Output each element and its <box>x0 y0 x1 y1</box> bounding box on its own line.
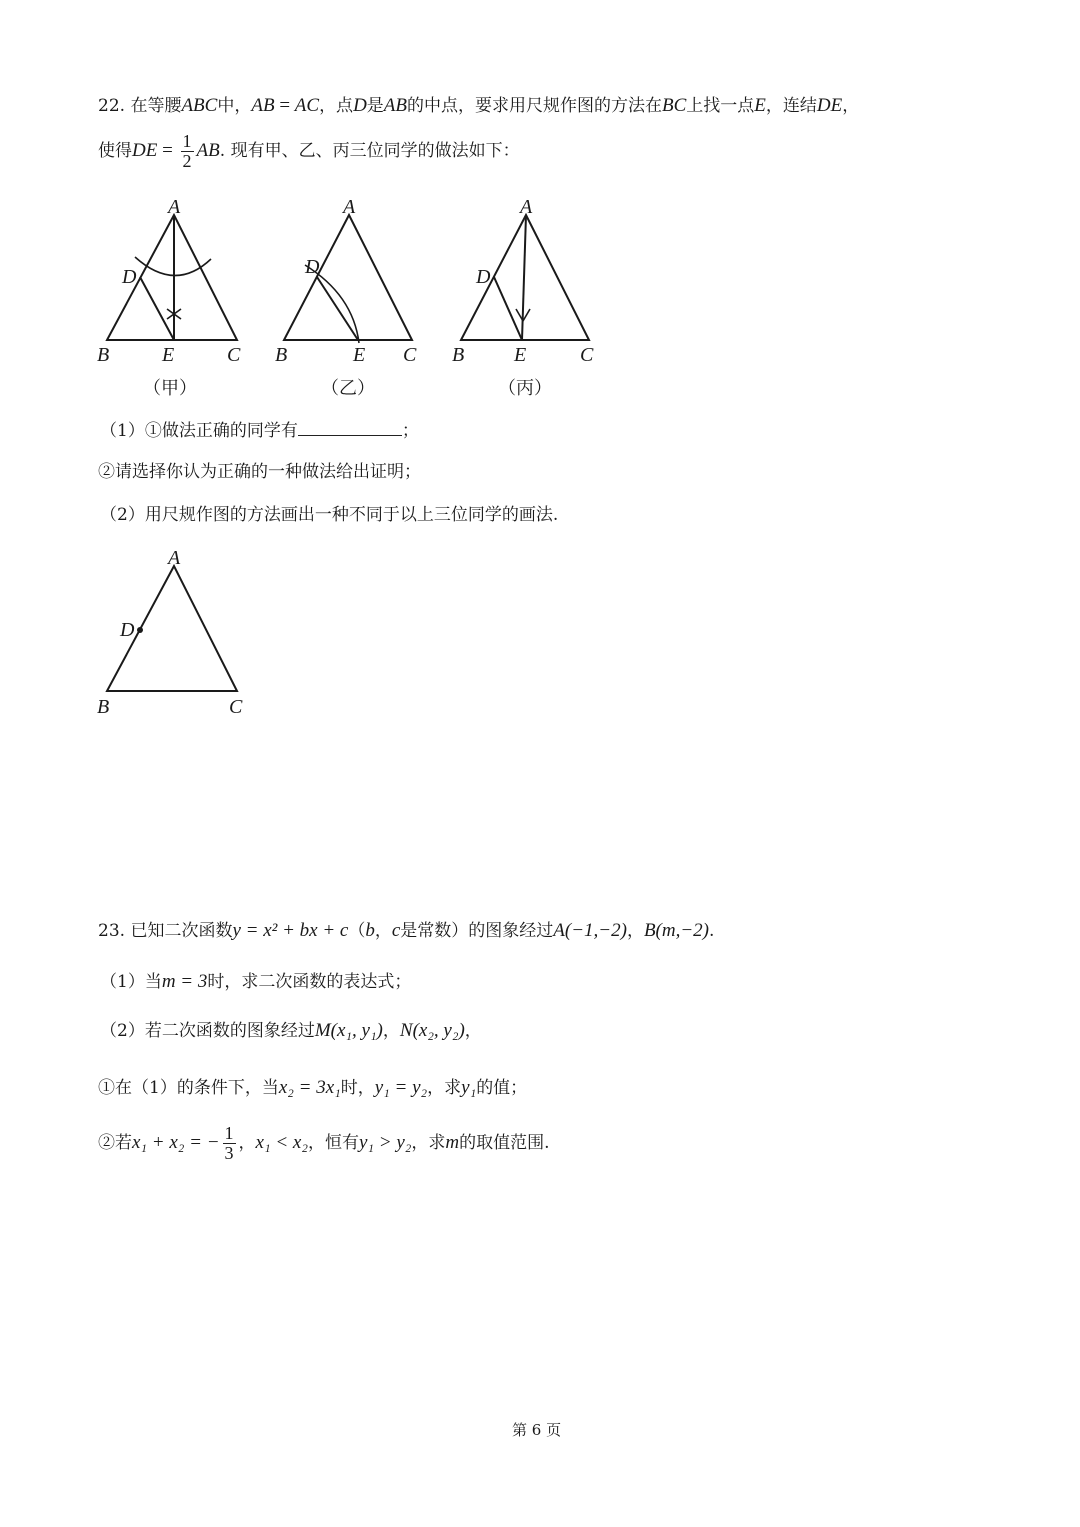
q23-sub2: ②若x₁ + x₂ = − $\frac{1}{3}$ ，x₁ < x₂，恒有y₁ > y₂，求m的取值范围. <box>98 1123 550 1163</box>
label-b: B <box>97 344 110 366</box>
label-c: C <box>580 344 594 366</box>
figure-bing <box>450 195 610 365</box>
caption-jia: （甲） <box>143 378 197 399</box>
caption-yi: （乙） <box>321 378 375 399</box>
q22-line2: 使得DE = $\frac{1}{2}$ AB. 现有甲、乙、丙三位同学的做法如下： <box>98 131 520 171</box>
q22-part2: （2）用尺规作图的方法画出一种不同于以上三位同学的画法. <box>100 505 559 525</box>
label-b: B <box>97 696 110 718</box>
label-d: D <box>122 266 137 288</box>
label-d: D <box>120 619 135 641</box>
label-c: C <box>403 344 417 366</box>
figure-answer-triangle <box>95 548 275 728</box>
q22-part1: （1）①做法正确的同学有 ； <box>100 421 419 441</box>
label-c: C <box>227 344 241 366</box>
q23-part1: （1）当m = 3时，求二次函数的表达式； <box>100 971 412 992</box>
q23-line1: 23. 已知二次函数y = x² + bx + c（b，c是常数）的图象经过A(−1,−2)，B(m,−2). <box>98 920 715 941</box>
label-e: E <box>514 344 527 366</box>
label-b: B <box>452 344 465 366</box>
label-a: A <box>520 196 533 218</box>
label-b: B <box>275 344 288 366</box>
fraction-one-half: $\frac{1}{2}$ <box>182 131 192 171</box>
q23-sub1: ①在（1）的条件下，当x₂ = 3x₁时，y₁ = y₂，求y₁的值； <box>98 1077 528 1098</box>
triangle-yi <box>284 215 412 340</box>
q22-part1b: ②请选择你认为正确的一种做法给出证明； <box>98 462 421 482</box>
label-d: D <box>476 266 491 288</box>
figure-jia <box>95 195 255 365</box>
q23-part2: （2）若二次函数的图象经过M(x₁, y₁)，N(x₂, y₂)， <box>100 1020 482 1041</box>
label-a: A <box>168 196 181 218</box>
figure-yi <box>273 195 433 365</box>
q22-number: 22. <box>98 96 126 116</box>
label-c: C <box>229 696 243 718</box>
q22-line1: 22. 在等腰ABC中，AB = AC，点D是AB的中点，要求用尺规作图的方法在BC上找一点E，连结DE， <box>98 95 860 116</box>
label-a: A <box>343 196 356 218</box>
caption-bing: （丙） <box>498 378 552 399</box>
point-d <box>137 627 143 633</box>
label-e: E <box>353 344 366 366</box>
q23-number: 23. <box>98 921 126 941</box>
answer-blank[interactable] <box>298 421 402 436</box>
fraction-one-third: $\frac{1}{3}$ <box>224 1123 234 1163</box>
label-d: D <box>305 256 320 278</box>
label-e: E <box>162 344 175 366</box>
label-a: A <box>168 547 181 569</box>
page-footer: 第 6 页 <box>512 1421 562 1439</box>
